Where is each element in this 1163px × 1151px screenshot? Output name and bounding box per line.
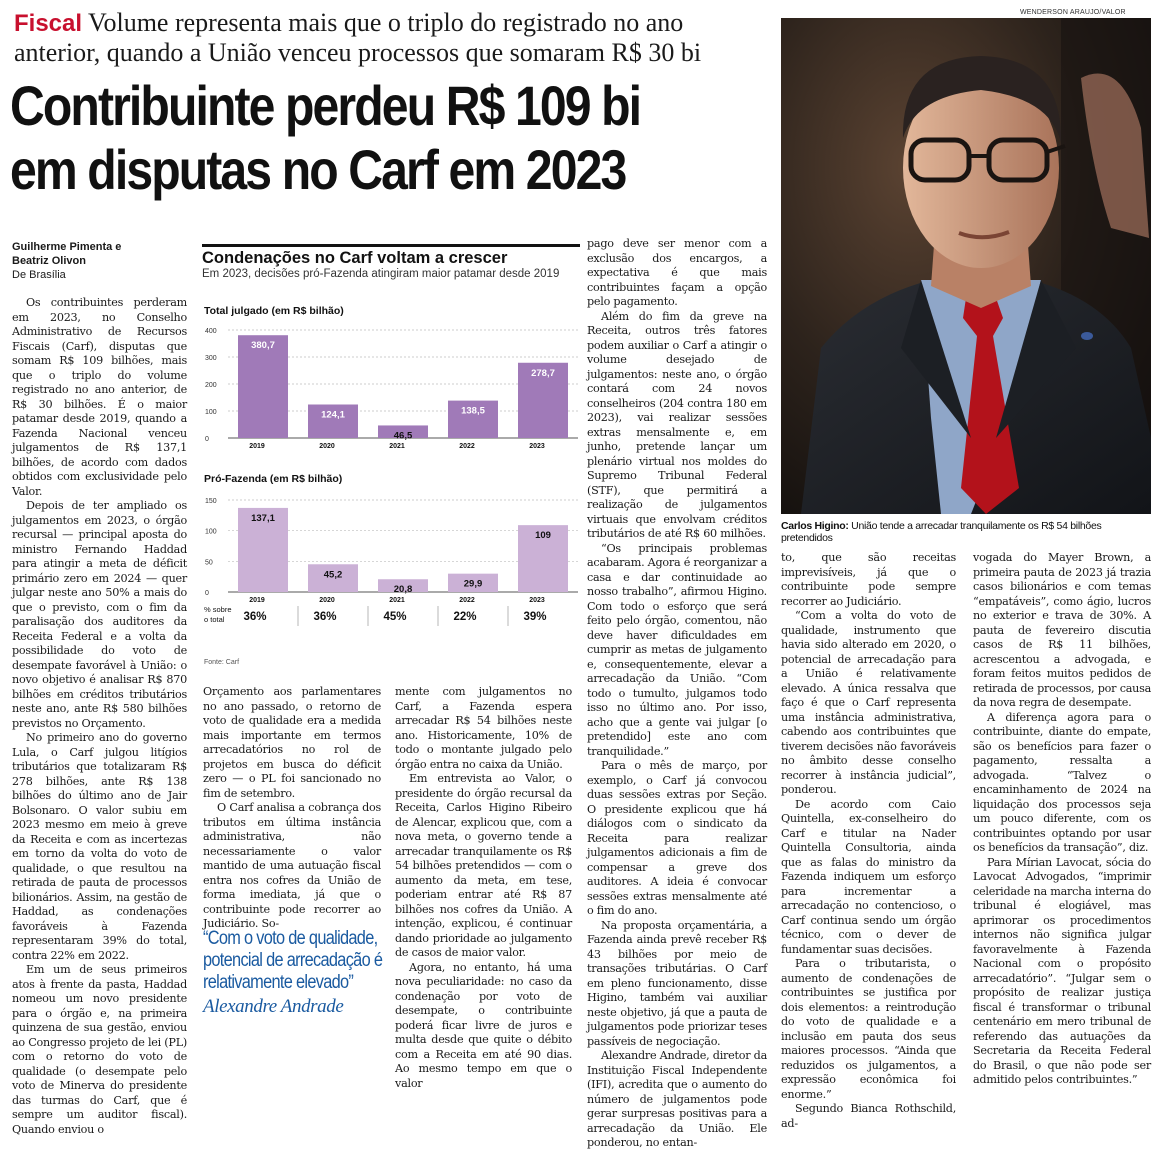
paragraph: to, que são receitas imprevisíveis, já que o contribuinte pode sempre recorrer ao Judiciário. [781, 551, 956, 608]
y-tick-label: 0 [205, 590, 209, 597]
paragraph: No primeiro ano do governo Lula, o Carf julgou litígios tributários que totalizaram R$ 278 bilhões, ante R$ 138 bilhões do último ano de Jair Bolsonaro. O valor subiu em 2023 mesmo em meio à greve da Receita e com as incertezas em torno da volta do voto de qualidade, o que resultou na retirada de pauta de processos bilionários. Assim, na gestão de Haddad, as condenações favoráveis à Fazenda representaram 39% do total, contra 22% em 2022. [12, 731, 187, 962]
data-label: 46,5 [393, 430, 413, 442]
dateline: De Brasília [12, 269, 66, 281]
chart-source: Fonte: Carf [204, 659, 240, 666]
headline [10, 74, 681, 202]
kicker-text: Volume representa mais que o triplo do registrado no ano anterior, quando a União venceu processos que somaram R$ 30 bi [14, 8, 702, 67]
chart-box-subtitle: Em 2023, decisões pró-Fazenda atingiram maior patamar desde 2019 [202, 268, 560, 280]
paragraph: Para o mês de março, por exemplo, o Carf já convocou duas sessões extras por Seção. O presidente explicou que há diálogos com o sindicato da Receita para realizar julgamentos adicionais a fim de compensar a greve dos auditores. A ideia é convocar sessões extras mensalmente até o fim do ano. [587, 759, 767, 917]
paragraph: Orçamento aos parlamentares no ano passado, o retorno de voto de qualidade era a medida mais importante em termos arrecadatórios no rol de projetos em busca do déficit zero — o PL foi sancionado no fim de setembro. [203, 685, 381, 800]
data-label: 278,7 [531, 367, 555, 379]
paragraph: Em um de seus primeiros atos à frente da pasta, Haddad nomeou um novo presidente para o órgão e, na primeira quinzena de sua gestão, enviou ao Congresso projeto de lei (PL) com o retorno do voto de qualidade (o desempate pelo voto de Minerva do presidente das turmas do Carf, que é sempre um auditor fiscal). Quando enviou o [12, 963, 187, 1136]
author-names-1: Guilherme Pimenta e [12, 241, 122, 253]
x-tick-label: 2020 [319, 443, 335, 450]
y-tick-label: 100 [205, 528, 217, 536]
caption-name: Carlos Higino: [781, 520, 849, 532]
chart-title: Total julgado (em R$ bilhão) [204, 305, 344, 317]
paragraph: Agora, no entanto, há uma nova peculiaridade: no caso da condenação por voto de desempate, o contribuinte poderá ficar livre de juros e multa desde que quite o débito com a Receita em até 90 dias. Ao mesmo tempo em que o valor [395, 960, 572, 1090]
y-tick-label: 100 [205, 409, 217, 416]
paragraph: Segundo Bianca Rothschild, ad- [781, 1102, 956, 1130]
share-value: 22% [453, 611, 477, 623]
kicker [14, 8, 774, 67]
paragraph: Depois de ter ampliado os julgamentos em 2023, o órgão recursal — principal aposta do ministro Fernando Haddad para atingir a meta de déficit primário zero em 2024 — quer julgar neste ano 50% a mais do que o previsto, com o fim da paralisação dos auditores da Receita Federal e a volta da possibilidade do voto de desempate favorável à União: o novo objetivo é analisar R$ 870 bilhões em créditos tributários neste ano, ante R$ 580 bilhões previstos no Orçamento. [12, 499, 187, 730]
share-label: o total [204, 615, 225, 624]
paragraph: pago deve ser menor com a exclusão dos encargos, a expectativa é que mais contribuintes façam a opção pelo pagamento. [587, 237, 767, 308]
paragraph: “Com a volta do voto de qualidade, instrumento que havia sido alterado em 2020, o potencial de arrecadação para a União é relativamente elevado. A única ressalva que faço é que o Carf representa uma instância administrativa, cabendo aos contribuintes que tiverem decisões não favoráveis no âmbito desse conselho recorrer à instância judicial”, ponderou. [781, 609, 956, 796]
data-label: 109 [535, 530, 551, 542]
paragraph: Para Mírian Lavocat, sócia do Lavocat Advogados, “imprimir celeridade na marcha interna do tribunal é elogiável, mas aprimorar os procedimentos internos não significa julgar favoravelmente à Fazenda Nacional com o propósito arrecadatório”. “Julgar sem o propósito de realizar justiça fiscal é transformar o tribunal centenário em mero tribunal de referendo das autuações da Secretaria da Receita Federal do Brasil, o que não pode ser admitido pelos contribuintes.” [973, 855, 1151, 1086]
x-tick-label: 2022 [459, 597, 475, 604]
y-tick-label: 150 [205, 498, 217, 505]
x-tick-label: 2022 [459, 443, 475, 450]
share-value: 39% [523, 611, 547, 623]
paragraph: Os contribuintes perderam em 2023, no Conselho Administrativo de Recursos Fiscais (Carf), disputas que somam R$ 109 bilhões, mais que o triplo do volume registrado no ano anterior, de R$ 30 bilhões. É o maior patamar desde 2019, quando a Fazenda Nacional venceu julgamentos de R$ 137,1 bilhões, de acordo com dados obtidos com exclusividade pelo Valor. [12, 296, 187, 498]
data-label: 20,8 [393, 584, 413, 596]
paragraph: Em entrevista ao Valor, o presidente do órgão recursal da Receita, Carlos Higino Ribeiro de Alencar, explicou que, com a nova meta, o governo tende a arrecadar tranquilamente os R$ 54 bilhões pretendidos — com o aumento da meta, em tese, poderiam entrar até R$ 87 bilhões nos cofres da União. A intenção, explicou, é continuar dando prioridade ao julgamento de casos de maior valor. [395, 772, 572, 959]
y-tick-label: 0 [205, 436, 209, 443]
y-tick-label: 400 [205, 328, 217, 335]
pull-quote-author: Alexandre Andrade [203, 996, 344, 1017]
chart-box-title: Condenações no Carf voltam a crescer [202, 244, 580, 268]
article-column-3 [395, 685, 572, 1091]
paragraph: Na proposta orçamentária, a Fazenda ainda prevê receber R$ 43 bilhões por meio de transações tributárias. O Carf em pleno funcionamento, disse Higino, também vai auxiliar neste objetivo, já que a pauta de julgamentos pode priorizar teses passíveis de negociação. [587, 918, 767, 1048]
data-label: 124,1 [321, 409, 345, 421]
section-tag: Fiscal [14, 10, 83, 37]
article-column-2 [203, 685, 381, 932]
author-names-2: Beatriz Olivon [12, 255, 86, 267]
paragraph: “Os principais problemas acabaram. Agora é reorganizar a casa e dar continuidade ao nosso trabalho”, afirmou Higino. Com todo o esforço que será feito pelo órgão, comentou, não deve haver dificuldades em cumprir as metas de julgamento e, consequentemente, elevar a arrecadação da União. “Com todo o tumulto, julgamos todo isso no último ano. Por isso, acho que a gente vai julgar [o pretendido] este ano com tranquilidade.” [587, 541, 767, 758]
data-label: 29,9 [463, 578, 483, 590]
headline-line-1: Contribuinte perdeu R$ 109 bi [10, 74, 641, 137]
x-tick-label: 2023 [529, 443, 545, 450]
portrait-photo [781, 18, 1151, 514]
chart-title: Pró-Fazenda (em R$ bilhão) [204, 473, 343, 485]
chart-box [202, 244, 580, 672]
share-value: 36% [313, 611, 337, 623]
data-label: 380,7 [251, 340, 275, 352]
share-value: 45% [383, 611, 407, 623]
y-tick-label: 50 [205, 559, 213, 567]
x-tick-label: 2020 [319, 597, 335, 604]
headline-line-2: em disputas no Carf em 2023 [10, 138, 626, 201]
paragraph: A diferença agora para o contribuinte, diante do empate, são os benefícios para fazer o pagamento, ressalta a advogada. “Talvez o encaminhamento de 2024 na liquidação dos processos seja um pouco diferente, com os contribuintes optando por usar os benefícios da transação”, diz. [973, 710, 1151, 854]
article-column-1 [12, 296, 187, 1137]
paragraph: O Carf analisa a cobrança dos tributos em última instância administrativa, não necessariamente o valor mantido de uma autuação fiscal entra nos cofres da União de forma imediata, já que o contribuinte pode recorrer ao Judiciário. So- [203, 801, 381, 930]
x-tick-label: 2023 [529, 597, 545, 604]
y-tick-label: 300 [205, 355, 217, 362]
paragraph: Para o tributarista, o aumento de condenações de contribuintes se justifica por dois elementos: a reintrodução do voto de qualidade e a inclusão em pauta dos seus maiores processos. “Ainda que reduzidos os julgamentos, a expressão econômica foi enorme.” [781, 957, 956, 1101]
pull-quote-text: “Com o voto de qualidade, potencial de arrecadação é relativamente elevado” [203, 928, 383, 993]
photo-credit: WENDERSON ARAUJO/VALOR [1020, 9, 1126, 16]
data-label: 45,2 [323, 569, 343, 581]
share-value: 36% [243, 611, 267, 623]
photo-caption [781, 520, 1151, 544]
x-tick-label: 2021 [389, 597, 405, 604]
y-tick-label: 200 [205, 382, 217, 389]
x-tick-label: 2019 [249, 597, 265, 604]
paragraph: De acordo com Caio Quintella, ex-conselheiro do Carf e titular na Nader Quintella Consultoria, ainda que as falas do ministro da Fazenda indiquem um esforço para incrementar a arrecadação no contencioso, o Carf continua sendo um órgão técnico, com o dever de fundamentar suas decisões. [781, 797, 956, 956]
x-tick-label: 2019 [249, 443, 265, 450]
article-column-4 [587, 237, 767, 1151]
article-column-5 [781, 551, 956, 1131]
caption-text: União tende a arrecadar tranquilamente os R$ 54 bilhões pretendidos [781, 520, 1102, 544]
paragraph: vogada do Mayer Brown, a primeira pauta de 2023 já trazia casos bilionários e com temas “empatáveis”, como ágio, lucros no exterior e trava de 30%. A pauta de fevereiro discutia casos de R$ 11 bilhões, acrescentou a advogada, e foram feitos muitos pedidos de retirada de processos, por causa da nova regra de desempate. [973, 551, 1151, 709]
x-tick-label: 2021 [389, 443, 405, 450]
pull-quote [203, 928, 383, 1018]
data-label: 137,1 [251, 512, 275, 524]
bar-charts [202, 302, 580, 672]
paragraph: Alexandre Andrade, diretor da Instituição Fiscal Independente (IFI), acredita que o aumento do número de julgamentos pode gerar surpresas positivas para a arrecadação da União. Ele ponderou, no entan- [587, 1049, 767, 1149]
article-column-6 [973, 551, 1151, 1088]
data-label: 138,5 [461, 405, 485, 417]
share-label: % sobre [204, 605, 232, 614]
byline [12, 240, 121, 282]
paragraph: Além do fim da greve na Receita, outros três fatores podem auxiliar o Carf a atingir o volume desejado de julgamentos: neste ano, o órgão contará com 24 novos conselheiros (204 contra 180 em 2023), vai realizar sessões extras mensalmente e, em junho, pretende lançar um plenário virtual nos moldes do Supremo Tribunal Federal (STF), que permitirá a realização de julgamentos virtuais que envolvam créditos tributários de até R$ 60 milhões. [587, 309, 767, 540]
paragraph: mente com julgamentos no Carf, a Fazenda espera arrecadar R$ 54 bilhões neste ano. Historicamente, 10% de todo o montante julgado pelo órgão entra no caixa da União. [395, 685, 572, 771]
portrait-illustration [781, 18, 1151, 514]
